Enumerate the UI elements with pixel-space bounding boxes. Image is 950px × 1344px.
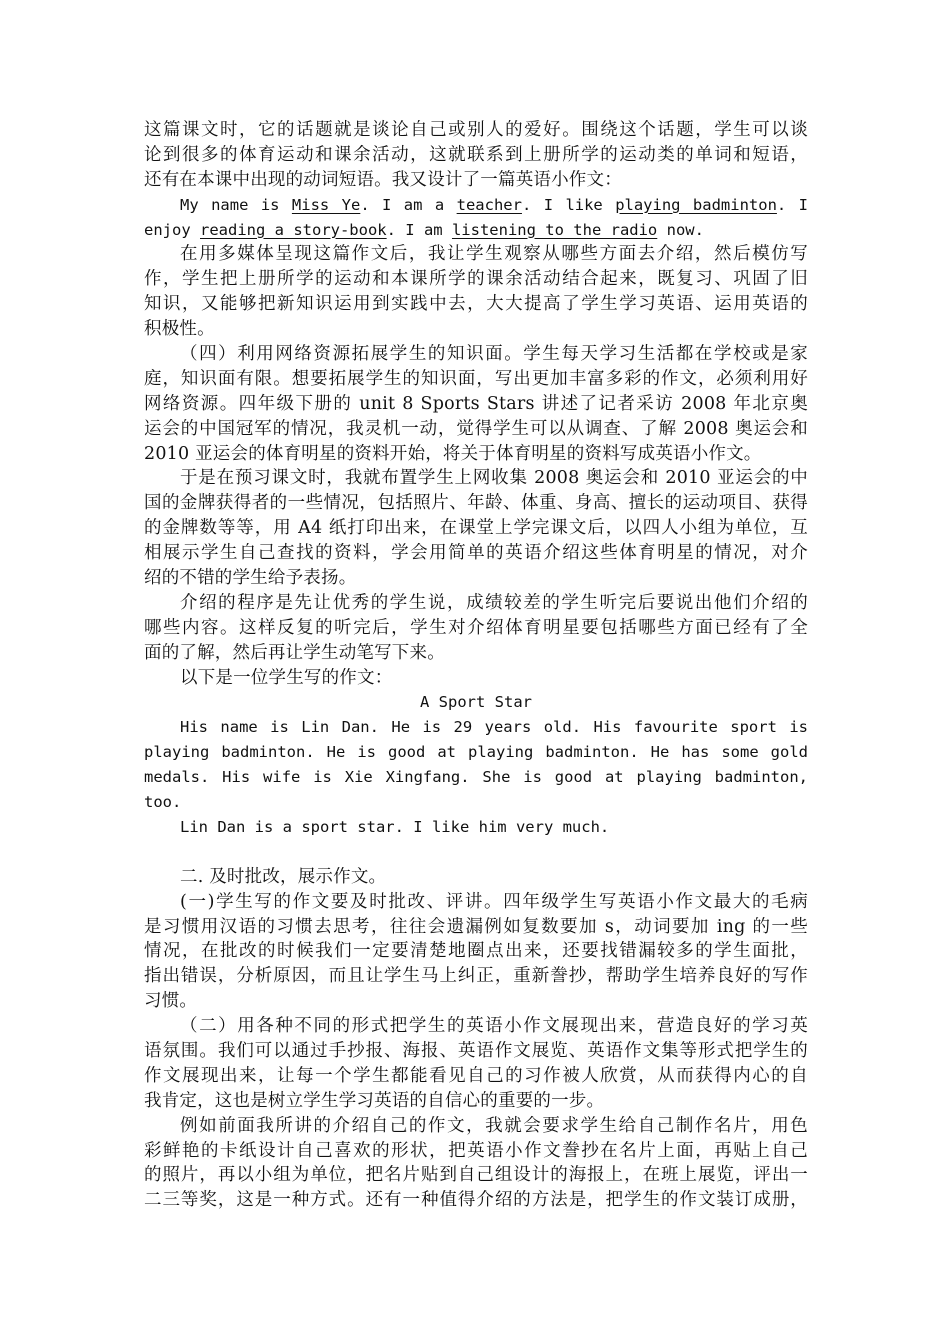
underlined-hobby: playing badminton xyxy=(615,195,777,214)
text-line: 相展示学生自己查找的资料，学会用简单的英语介绍这些体育明星的情况，对介 xyxy=(144,543,808,564)
text-line: 于是在预习课文时，我就布置学生上网收集 2008 奥运会和 2010 亚运会的中 xyxy=(180,468,808,489)
text-line: 语氛围。我们可以通过手抄报、海报、英语作文展览、英语作文集等形式把学生的 xyxy=(144,1040,808,1061)
text-line: 彩鲜艳的卡纸设计自己喜欢的形状，把英语小作文誊抄在名片上面，再贴上自己 xyxy=(144,1140,808,1161)
essay-line: His name is Lin Dan. He is 29 years old. His favourite sport is xyxy=(180,718,808,737)
underlined-job: teacher xyxy=(456,195,522,214)
underlined-activity: reading a story-book xyxy=(200,220,387,239)
text-line: 哪些内容。这样反复的听完后，学生对介绍体育明星要包括哪些方面已经有了全 xyxy=(144,617,808,638)
text-line: 情况，在批改的时候我们一定要清楚地圈点出来，还要找错漏较多的学生面批， xyxy=(144,941,808,962)
text-line: 运会的中国冠军的情况，我灵机一动，觉得学生可以从调查、了解 2008 奥运会和 xyxy=(144,418,808,439)
text-line: 在用多媒体呈现这篇作文后，我让学生观察从哪些方面去介绍，然后模仿写 xyxy=(180,244,808,265)
text-line: 网络资源。四年级下册的 unit 8 Sports Stars 讲述了记者采访 2008 年北京奥 xyxy=(144,393,808,414)
text-line: 这篇课文时，它的话题就是谈论自己或别人的爱好。围绕这个话题，学生可以谈 xyxy=(144,120,808,140)
text-line: 指出错误，分析原因，而且让学生马上纠正，重新誊抄，帮助学生培养良好的写作 xyxy=(144,966,808,987)
text-line: 绍的不错的学生给予表扬。 xyxy=(144,568,357,589)
text-line: 介绍的程序是先让优秀的学生说，成绩较差的学生听完后要说出他们介绍的 xyxy=(180,592,808,613)
blank-line xyxy=(144,840,808,865)
text-line: 2010 亚运会的体育明星的资料开始，将关于体育明星的资料写成英语小作文。 xyxy=(144,443,762,464)
essay-line: too. xyxy=(144,793,182,812)
document-page xyxy=(144,118,808,1213)
essay-line: playing badminton. He is good at playing badminton. He has some gold xyxy=(144,743,808,762)
text-line: 例如前面我所讲的介绍自己的作文，我就会要求学生给自己制作名片，用色 xyxy=(180,1115,808,1136)
underlined-current-activity: listening to the radio xyxy=(451,220,658,239)
essay-line: Lin Dan is a sport star. I like him very much. xyxy=(180,817,610,836)
text-line: 我肯定，这也是树立学生学习英语的自信心的重要的一步。 xyxy=(144,1090,605,1111)
underlined-name: Miss Ye xyxy=(291,195,361,214)
text-line: 以下是一位学生写的作文： xyxy=(180,667,393,688)
section-heading: 二. 及时批改，展示作文。 xyxy=(180,866,387,887)
text-line: 作，学生把上册所学的运动和本课所学的课余活动结合起来，既复习、巩固了旧 xyxy=(144,269,808,290)
sample-essay-line: My name is Miss Ye. I am a teacher. I like playing badminton. I xyxy=(180,195,808,214)
text-line: 是习惯用汉语的习惯去思考，往往会遗漏例如复数要加 s，动词要加 ing 的一些 xyxy=(144,916,808,937)
text-line: 的金牌数等等，用 A4 纸打印出来，在课堂上学完课文后，以四人小组为单位，互 xyxy=(144,518,808,539)
text-line: 论到很多的体育运动和课余活动，这就联系到上册所学的运动类的单词和短语， xyxy=(144,144,808,165)
text-line: 国的金牌获得者的一些情况，包括照片、年龄、体重、身高、擅长的运动项目、获得 xyxy=(144,493,808,514)
text-line: 二三等奖，这是一种方式。还有一种值得介绍的方法是，把学生的作文装订成册， xyxy=(144,1190,808,1211)
text-line: 还有在本课中出现的动词短语。我又设计了一篇英语小作文： xyxy=(144,169,622,190)
text-line: 作文展现出来，让每一个学生都能看见自己的习作被人欣赏，从而获得内心的自 xyxy=(144,1065,808,1086)
text-line: (一)学生写的作文要及时批改、评讲。四年级学生写英语小作文最大的毛病 xyxy=(180,891,808,912)
text-line: 庭，知识面有限。想要拓展学生的知识面，写出更加丰富多彩的作文，必须利用好 xyxy=(144,368,808,389)
text-line: 习惯。 xyxy=(144,991,198,1012)
sample-essay-line: enjoy reading a story-book. I am listening to the radio now. xyxy=(144,220,704,239)
text-line: （四）利用网络资源拓展学生的知识面。学生每天学习生活都在学校或是家 xyxy=(180,344,808,365)
text-line: 积极性。 xyxy=(144,319,215,340)
text-line: 的照片，再以小组为单位，把名片贴到自己组设计的海报上，在班上展览，评出一 xyxy=(144,1165,808,1186)
essay-line: medals. His wife is Xie Xingfang. She is good at playing badminton, xyxy=(144,768,808,787)
text-line: （二）用各种不同的形式把学生的英语小作文展现出来，营造良好的学习英 xyxy=(180,1016,808,1037)
text-line: 面的了解，然后再让学生动笔写下来。 xyxy=(144,642,445,663)
essay-title: A Sport Star xyxy=(420,693,532,712)
text-line: 知识，又能够把新知识运用到实践中去，大大提高了学生学习英语、运用英语的 xyxy=(144,294,808,315)
